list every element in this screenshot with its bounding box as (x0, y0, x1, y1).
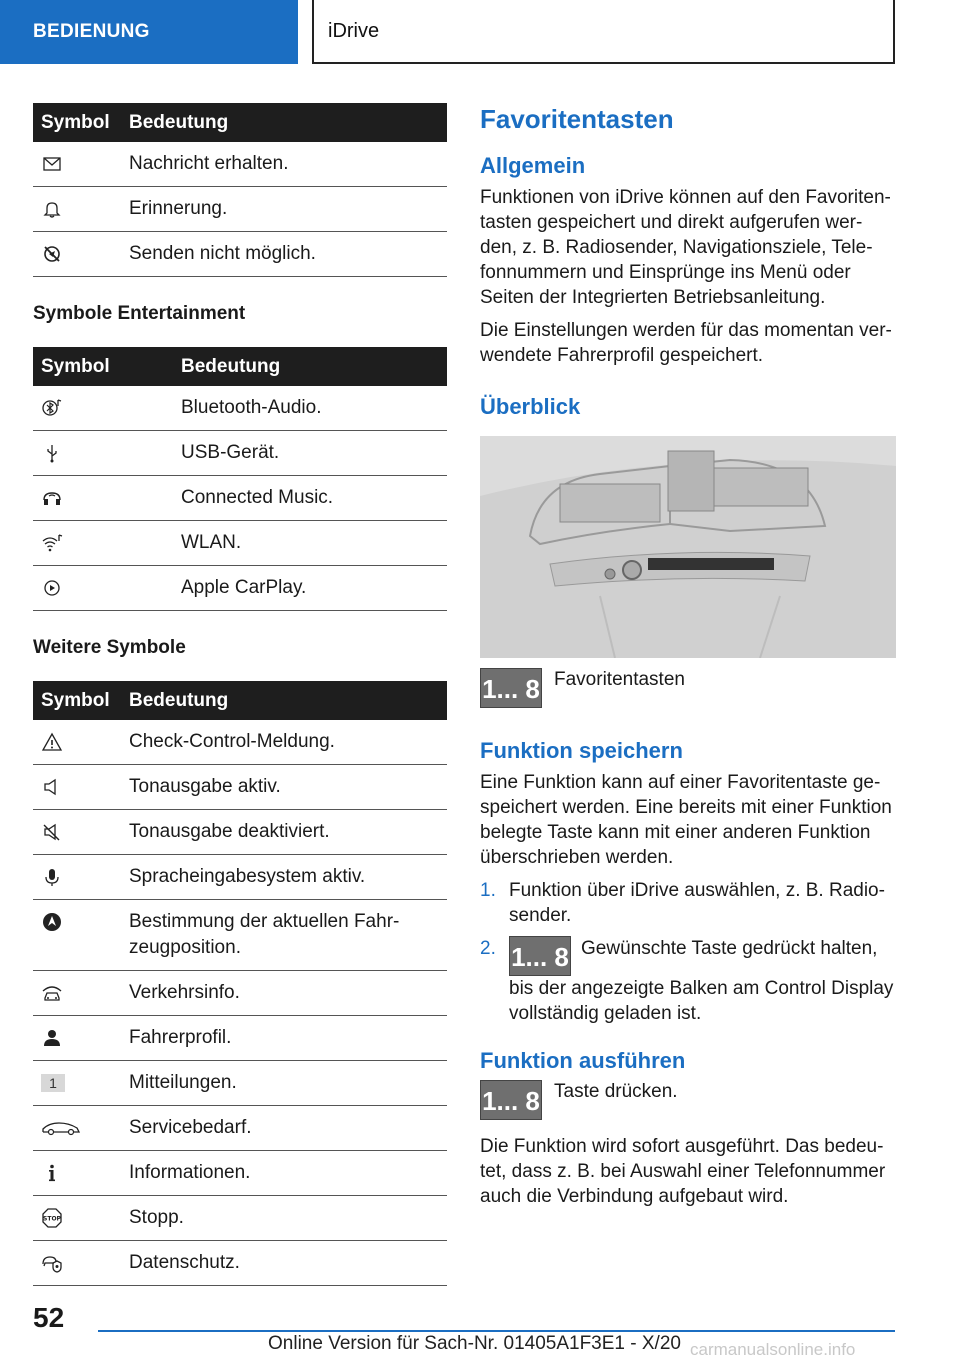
symbol-table-entertainment (33, 347, 447, 611)
table-row (33, 1106, 447, 1151)
row-text: Datenschutz. (121, 1241, 447, 1286)
col-header-bedeutung: Bedeutung (173, 347, 447, 386)
ueberblick-caption-row (480, 668, 896, 708)
table-row (33, 900, 447, 971)
microphone-icon (41, 866, 63, 888)
envelope-icon (41, 153, 63, 175)
table-row (33, 1196, 447, 1241)
header-chapter (312, 0, 895, 64)
left-column (33, 103, 447, 1286)
allgemein-paragraph-2: Die Einstellungen werden für das momentan ver-wendete Fahrerprofil gespeichert. (480, 320, 892, 366)
ausfuehren-paragraph: Die Funktion wird sofort ausgeführt. Das bedeu-tet, dass z. B. bei Auswahl einer Telefonnummer auch die Verbindung aufgebaut wird. (480, 1136, 886, 1207)
step-text: Funktion über iDrive auswählen, z. B. Radio-sender. (509, 880, 885, 926)
info-icon (41, 1162, 63, 1184)
col-header-symbol: Symbol (33, 103, 121, 142)
favorite-keys-badge: 1... 8 (509, 936, 571, 976)
row-text: Check-Control-Meldung. (121, 720, 447, 765)
watermark: carmanualsonline.info (690, 1340, 856, 1359)
symbol-table-messages (33, 103, 447, 277)
wlan-icon (41, 532, 63, 554)
footer-divider (98, 1330, 895, 1332)
header-section (0, 0, 298, 64)
row-text: Connected Music. (173, 476, 447, 521)
list-item (480, 936, 896, 1026)
table-row (33, 142, 447, 187)
row-text: Fahrerprofil. (121, 1016, 447, 1061)
ausfuehren-caption: Taste drücken. (554, 1081, 678, 1102)
privacy-icon (41, 1252, 63, 1274)
col-header-symbol: Symbol (33, 681, 121, 720)
step-body (509, 936, 896, 1026)
table-row (33, 720, 447, 765)
row-text: Stopp. (121, 1196, 447, 1241)
traffic-info-icon (41, 982, 63, 1004)
dashboard-photo (480, 436, 896, 658)
col-header-symbol: Symbol (33, 347, 173, 386)
symbol-table-weitere (33, 681, 447, 1286)
step-number: 2. (480, 938, 496, 959)
carplay-icon (41, 577, 63, 599)
speaker-muted-icon (41, 821, 63, 843)
ausfuehren-heading: Funktion ausführen (480, 1048, 686, 1073)
page-title: Favoritentasten (480, 104, 674, 134)
message-count-icon: 1 (41, 1074, 65, 1092)
table-row (33, 971, 447, 1016)
table-row (33, 1016, 447, 1061)
usb-icon (41, 442, 63, 464)
allgemein-heading: Allgemein (480, 153, 586, 178)
svg-text:STOP: STOP (43, 1215, 61, 1223)
header-section-label: BEDIENUNG (33, 21, 150, 42)
speichern-steps (480, 878, 896, 1026)
favorite-keys-badge: 1... 8 (480, 1080, 542, 1120)
row-text: Spracheingabesystem aktiv. (121, 855, 447, 900)
speichern-heading: Funktion speichern (480, 738, 683, 763)
step-text: Gewünschte Taste gedrückt halten, bis der angezeigte Balken am Control Display vollständig geladen ist. (509, 938, 894, 1024)
row-text: Bestimmung der aktuellen Fahr-zeugposition. (121, 900, 447, 971)
table-row (33, 1241, 447, 1286)
col-header-bedeutung: Bedeutung (121, 681, 447, 720)
row-text: Servicebedarf. (121, 1106, 447, 1151)
row-text: Verkehrsinfo. (121, 971, 447, 1016)
row-text: Informationen. (121, 1151, 447, 1196)
dashboard-illustration (480, 436, 896, 658)
table-row (33, 1061, 447, 1106)
service-car-icon (41, 1117, 81, 1139)
table-row (33, 810, 447, 855)
table-row (33, 187, 447, 232)
ueberblick-heading: Überblick (480, 394, 581, 419)
header-chapter-label: iDrive (328, 19, 380, 42)
table-row (33, 232, 447, 277)
step-number: 1. (480, 880, 496, 901)
table-row (33, 476, 447, 521)
ueberblick-caption: Favoritentasten (554, 669, 685, 690)
row-text: Nachricht erhalten. (121, 142, 447, 187)
row-text: Bluetooth-Audio. (173, 386, 447, 431)
favorite-keys-badge: 1... 8 (480, 668, 542, 708)
table-row (33, 521, 447, 566)
row-text: USB-Gerät. (173, 431, 447, 476)
table-row (33, 566, 447, 611)
speaker-icon (41, 776, 63, 798)
page-number: 52 (33, 1302, 65, 1333)
bell-icon (41, 198, 63, 220)
col-header-bedeutung: Bedeutung (121, 103, 447, 142)
allgemein-paragraph-1: Funktionen von iDrive können auf den Favoriten-tasten gespeichert und direkt aufgerufen wer-den, z. B. Radiosender, Navigationsziele, Tele-fonnummern und Einsprünge ins Menü oder Seiten der Integrierten Betriebsanleitung. (480, 187, 891, 308)
warning-triangle-icon (41, 731, 63, 753)
driver-profile-icon (41, 1027, 63, 1049)
row-text: Senden nicht möglich. (121, 232, 447, 277)
right-column (480, 100, 896, 1217)
weitere-heading: Weitere Symbole (33, 637, 186, 658)
row-text: WLAN. (173, 521, 447, 566)
location-arrow-icon (41, 911, 63, 933)
row-text: Erinnerung. (121, 187, 447, 232)
row-text: Apple CarPlay. (173, 566, 447, 611)
table-row (33, 431, 447, 476)
ausfuehren-caption-row (480, 1080, 896, 1120)
send-blocked-icon (41, 243, 63, 265)
row-text: Tonausgabe aktiv. (121, 765, 447, 810)
table-row (33, 386, 447, 431)
row-text: Tonausgabe deaktiviert. (121, 810, 447, 855)
connected-music-icon (41, 487, 63, 509)
entertainment-heading: Symbole Entertainment (33, 303, 246, 324)
list-item (480, 878, 896, 928)
table-row (33, 1151, 447, 1196)
row-text: Mitteilungen. (121, 1061, 447, 1106)
footer-text: Online Version für Sach-Nr. 01405A1F3E1 - X/20 (268, 1333, 681, 1354)
bluetooth-audio-icon (41, 397, 63, 419)
speichern-paragraph: Eine Funktion kann auf einer Favoritentaste ge-speichert werden. Eine bereits mit einer Funktion belegte Taste kann mit einer anderen Funktion überschrieben werden. (480, 772, 892, 868)
table-row (33, 855, 447, 900)
stop-icon (41, 1207, 63, 1229)
table-row (33, 765, 447, 810)
